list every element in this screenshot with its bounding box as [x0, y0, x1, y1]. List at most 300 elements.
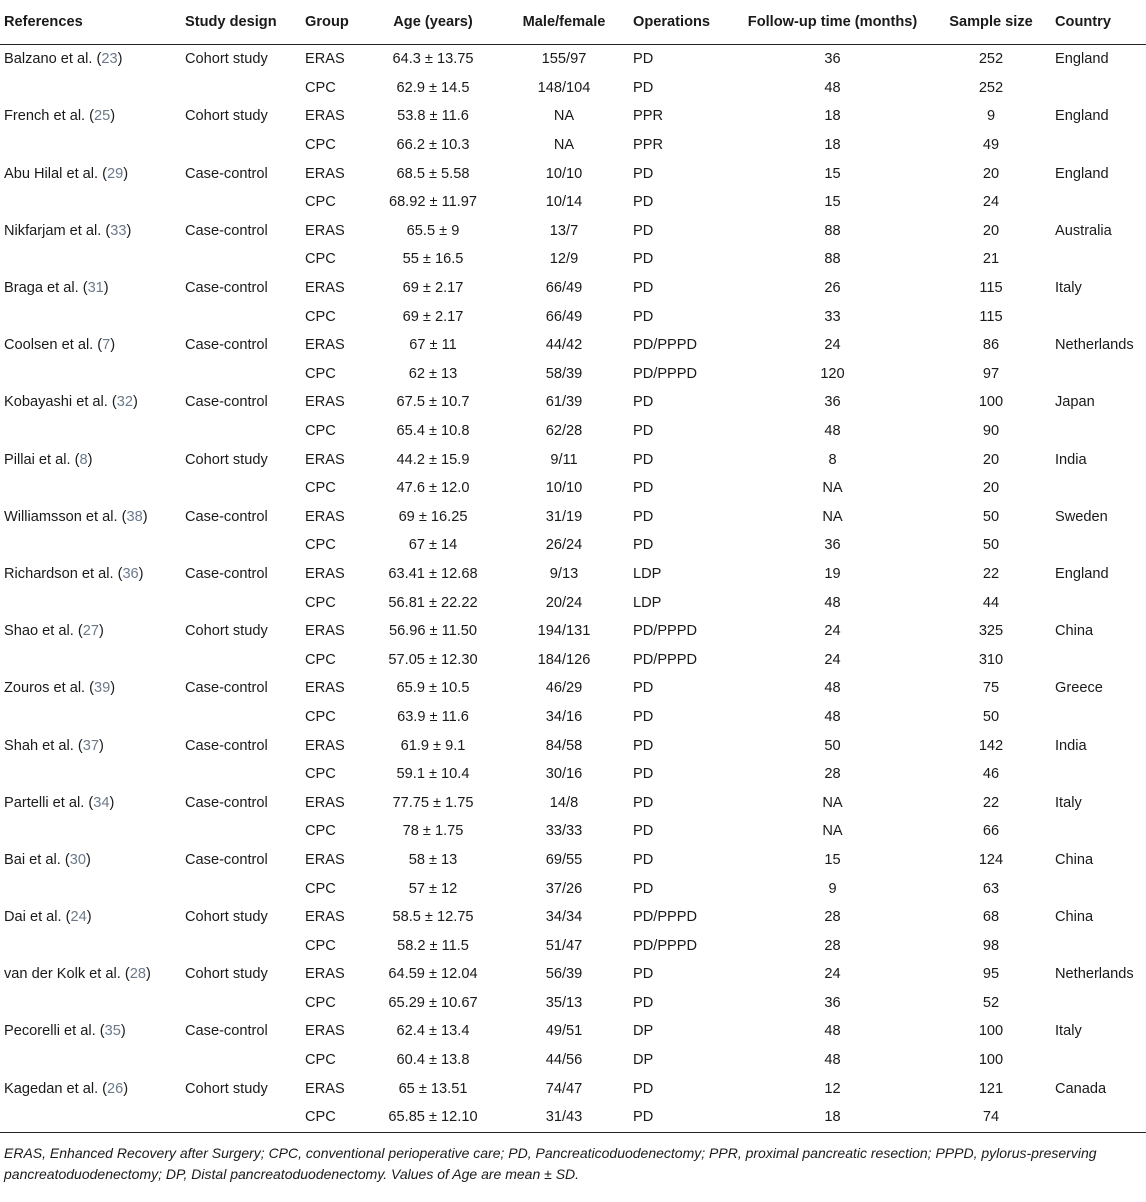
cell-country	[1051, 645, 1146, 674]
cell-study-design	[181, 417, 301, 446]
table-row	[0, 588, 1146, 617]
cell-age: 62.4 ± 13.4	[396, 1023, 470, 1040]
cell-study-design	[181, 588, 301, 617]
cell-group: ERAS	[305, 680, 345, 697]
cell-follow-up: 24	[824, 337, 841, 354]
cell-group: CPC	[305, 194, 336, 211]
cell-male-female: 58/39	[545, 365, 583, 382]
table-header	[0, 0, 1146, 45]
cell-age: 68.92 ± 11.97	[388, 194, 478, 211]
cell-study-design: Case-control	[185, 337, 268, 354]
cell-operations: PD	[633, 1080, 654, 1097]
cell-follow-up: 15	[824, 165, 841, 182]
reference-close-paren: )	[98, 623, 104, 640]
cell-study-design: Case-control	[185, 394, 268, 411]
cell-study-design: Case-control	[185, 508, 268, 525]
table-row	[0, 989, 1146, 1018]
cell-reference	[0, 874, 181, 903]
cell-sample-size: 252	[978, 79, 1004, 96]
reference-author: Balzano et al. (	[4, 51, 102, 68]
cell-group: ERAS	[305, 451, 345, 468]
reference-author: Pillai et al. (	[4, 451, 80, 468]
cell-age: 58 ± 13	[408, 851, 458, 868]
cell-reference	[0, 417, 181, 446]
cell-male-female: 84/58	[545, 737, 583, 754]
cell-operations: PD	[633, 451, 654, 468]
cell-reference	[0, 760, 181, 789]
reference-author: Zouros et al. (	[4, 680, 95, 697]
reference-citation-link[interactable]: 32	[116, 394, 133, 411]
cell-group: ERAS	[305, 565, 345, 582]
cell-study-design: Cohort study	[185, 51, 268, 68]
table-row	[0, 617, 1146, 646]
cell-operations: PD/PPPD	[633, 623, 698, 640]
cell-follow-up: 36	[824, 51, 841, 68]
cell-group: ERAS	[305, 794, 345, 811]
cell-age: 63.41 ± 12.68	[388, 565, 478, 582]
cell-country	[1051, 874, 1146, 903]
cell-male-female: 56/39	[545, 966, 583, 983]
cell-follow-up: 19	[824, 565, 841, 582]
cell-study-design	[181, 531, 301, 560]
table-row	[0, 645, 1146, 674]
reference-author: Williamsson et al. (	[4, 508, 127, 525]
cell-sample-size: 9	[986, 108, 996, 125]
cell-operations: PD	[633, 222, 654, 239]
cell-sample-size: 124	[978, 851, 1004, 868]
cell-age: 61.9 ± 9.1	[400, 737, 466, 754]
cell-sample-size: 24	[982, 194, 1000, 211]
header-group: Group	[301, 0, 367, 45]
cell-reference	[0, 989, 181, 1018]
header-study-design: Study design	[181, 0, 301, 45]
reference-citation-link[interactable]: 29	[107, 165, 124, 182]
cell-sample-size: 142	[978, 737, 1004, 754]
cell-follow-up: 24	[824, 651, 841, 668]
reference-citation-link[interactable]: 37	[82, 737, 99, 754]
cell-sample-size: 49	[982, 137, 1000, 154]
cell-age: 58.2 ± 11.5	[397, 937, 469, 954]
reference-citation-link[interactable]: 39	[94, 680, 111, 697]
cell-operations: LDP	[633, 565, 662, 582]
cell-study-design	[181, 931, 301, 960]
cell-group: CPC	[305, 994, 336, 1011]
cell-sample-size: 20	[982, 222, 1000, 239]
cell-country: England	[1055, 565, 1109, 582]
cell-reference	[0, 1103, 181, 1132]
cell-study-design	[181, 1103, 301, 1132]
cell-follow-up: 48	[824, 680, 841, 697]
table-row	[0, 45, 1146, 74]
cell-male-female: 34/34	[545, 909, 583, 926]
cell-follow-up: 26	[824, 280, 841, 297]
cell-study-design	[181, 245, 301, 274]
cell-age: 60.4 ± 13.8	[396, 1052, 470, 1069]
reference-citation-link[interactable]: 38	[126, 508, 143, 525]
table-row	[0, 674, 1146, 703]
cell-group: CPC	[305, 251, 336, 268]
cell-age: 65.5 ± 9	[406, 222, 460, 239]
cell-follow-up: 88	[824, 222, 841, 239]
cell-male-female: 66/49	[545, 280, 583, 297]
cell-sample-size: 100	[978, 1052, 1004, 1069]
table-row	[0, 531, 1146, 560]
cell-age: 65.9 ± 10.5	[396, 680, 470, 697]
table-row	[0, 445, 1146, 474]
cell-follow-up: 48	[824, 708, 841, 725]
cell-reference	[0, 931, 181, 960]
cell-reference	[0, 388, 181, 417]
cell-study-design: Case-control	[185, 680, 268, 697]
cell-male-female: 31/43	[499, 1103, 629, 1132]
cell-reference	[0, 159, 181, 188]
cell-reference	[0, 817, 181, 846]
cell-sample-size: 252	[978, 51, 1004, 68]
cell-group: ERAS	[305, 222, 345, 239]
cell-male-female: 10/14	[545, 194, 583, 211]
cell-study-design	[181, 474, 301, 503]
reference-author: French et al. (	[4, 108, 95, 125]
table-row	[0, 788, 1146, 817]
reference-citation-link[interactable]: 31	[87, 280, 104, 297]
table-row	[0, 159, 1146, 188]
table-row	[0, 131, 1146, 160]
cell-male-female: 30/16	[545, 766, 583, 783]
cell-reference	[0, 474, 181, 503]
cell-sample-size: 52	[982, 994, 1000, 1011]
cell-study-design: Case-control	[185, 737, 268, 754]
cell-study-design: Case-control	[185, 165, 268, 182]
cell-follow-up: 36	[824, 994, 841, 1011]
cell-reference	[0, 1046, 181, 1075]
table-row	[0, 1103, 1146, 1132]
cell-age: 67.5 ± 10.7	[396, 394, 470, 411]
cell-operations: PD/PPPD	[633, 337, 698, 354]
cell-operations: PD	[633, 966, 654, 983]
table-row	[0, 331, 1146, 360]
cell-male-female: 69/55	[545, 851, 583, 868]
cell-study-design: Case-control	[185, 280, 268, 297]
cell-reference	[0, 74, 181, 103]
table-row	[0, 102, 1146, 131]
reference-close-paren: )	[87, 451, 93, 468]
reference-close-paren: )	[110, 337, 116, 354]
cell-group: ERAS	[305, 51, 345, 68]
cell-male-female: 61/39	[545, 394, 583, 411]
cell-age: 65 ± 13.51	[398, 1080, 468, 1097]
cell-country: Japan	[1055, 394, 1095, 411]
cell-male-female: 14/8	[549, 794, 579, 811]
cell-follow-up: NA	[822, 508, 843, 525]
cell-country	[1051, 588, 1146, 617]
cell-group: ERAS	[305, 280, 345, 297]
cell-sample-size: 115	[979, 280, 1003, 297]
table-row	[0, 874, 1146, 903]
cell-sample-size: 325	[978, 623, 1004, 640]
header-sample-size: Sample size	[931, 0, 1051, 45]
cell-country	[1051, 703, 1146, 732]
cell-operations: PD	[633, 165, 654, 182]
table-row	[0, 245, 1146, 274]
reference-citation-link[interactable]: 36	[122, 565, 139, 582]
cell-operations: PPR	[633, 137, 664, 154]
cell-reference	[0, 645, 181, 674]
reference-author: Richardson et al. (	[4, 565, 123, 582]
cell-age: 78 ± 1.75	[402, 823, 464, 840]
reference-close-paren: )	[103, 280, 109, 297]
reference-author: Bai et al. (	[4, 851, 70, 868]
cell-group: CPC	[305, 308, 336, 325]
cell-male-female: 49/51	[545, 1023, 583, 1040]
reference-close-paren: )	[123, 165, 129, 182]
cell-male-female: 46/29	[545, 680, 583, 697]
cell-operations: LDP	[633, 594, 662, 611]
header-follow-up: Follow-up time (months)	[734, 0, 931, 45]
reference-author: Shah et al. (	[4, 737, 83, 754]
cell-male-female: 31/19	[545, 508, 583, 525]
cell-operations: PD/PPPD	[633, 651, 698, 668]
cell-country: India	[1055, 451, 1087, 468]
cell-group: ERAS	[305, 966, 345, 983]
cell-group: CPC	[305, 823, 336, 840]
table-row	[0, 188, 1146, 217]
cell-group: CPC	[305, 79, 336, 96]
cell-age: 55 ± 16.5	[402, 251, 464, 268]
header-country: Country	[1051, 0, 1146, 45]
cell-male-female: 148/104	[537, 79, 591, 96]
cell-study-design: Case-control	[185, 565, 268, 582]
cell-male-female: 74/47	[545, 1080, 583, 1097]
cell-operations: PD	[633, 737, 654, 754]
cell-group: CPC	[305, 423, 336, 440]
cell-follow-up: 48	[824, 423, 841, 440]
cell-male-female: 20/24	[545, 594, 583, 611]
reference-citation-link[interactable]: 33	[110, 222, 127, 239]
cell-age: 44.2 ± 15.9	[396, 451, 470, 468]
cell-sample-size: 63	[982, 880, 1000, 897]
cell-follow-up: 28	[824, 909, 841, 926]
cell-operations: PD	[633, 308, 654, 325]
cell-operations: PD	[633, 537, 654, 554]
cell-country: Italy	[1055, 794, 1082, 811]
reference-citation-link[interactable]: 25	[94, 108, 111, 125]
cell-follow-up: NA	[822, 794, 843, 811]
cell-study-design	[181, 989, 301, 1018]
cell-country	[1051, 1103, 1146, 1132]
cell-reference	[0, 131, 181, 160]
cell-group: ERAS	[305, 1023, 345, 1040]
reference-close-paren: )	[120, 1023, 126, 1040]
table-row	[0, 760, 1146, 789]
table-row	[0, 274, 1146, 303]
cell-age: 56.81 ± 22.22	[388, 594, 478, 611]
cell-follow-up: 15	[824, 194, 841, 211]
cell-country: Italy	[1055, 1023, 1082, 1040]
reference-citation-link[interactable]: 27	[82, 623, 99, 640]
cell-follow-up: 18	[824, 108, 841, 125]
reference-author: Pecorelli et al. (	[4, 1023, 105, 1040]
cell-sample-size: 20	[982, 480, 1000, 497]
cell-group: CPC	[305, 537, 336, 554]
cell-study-design: Case-control	[185, 851, 268, 868]
cell-country: England	[1055, 108, 1109, 125]
cell-follow-up: 24	[824, 623, 841, 640]
reference-author: van der Kolk et al. (	[4, 966, 130, 983]
cell-country: Sweden	[1055, 508, 1108, 525]
reference-close-paren: )	[109, 794, 115, 811]
cell-country	[1051, 131, 1146, 160]
cell-follow-up: NA	[822, 480, 843, 497]
reference-author: Kagedan et al. (	[4, 1080, 108, 1097]
cell-group: ERAS	[305, 851, 345, 868]
cell-sample-size: 98	[982, 937, 1000, 954]
cell-follow-up: 48	[824, 79, 841, 96]
reference-citation-link[interactable]: 7	[102, 337, 111, 354]
cell-study-design: Case-control	[185, 222, 268, 239]
table-row	[0, 74, 1146, 103]
cell-study-design	[181, 645, 301, 674]
reference-citation-link[interactable]: 28	[129, 966, 146, 983]
reference-close-paren: )	[123, 1080, 129, 1097]
cell-age: 59.1 ± 10.4	[396, 766, 470, 783]
cell-age: 77.75 ± 1.75	[392, 794, 474, 811]
reference-citation-link[interactable]: 35	[104, 1023, 121, 1040]
cell-reference	[0, 731, 181, 760]
header-operations: Operations	[629, 0, 734, 45]
cell-follow-up: 18	[824, 137, 841, 154]
cell-reference	[0, 560, 181, 589]
cell-study-design	[181, 302, 301, 331]
cell-operations: PD	[633, 280, 654, 297]
cell-sample-size: 75	[982, 680, 1000, 697]
cell-age: 53.8 ± 11.6	[397, 108, 469, 125]
cell-group: ERAS	[305, 1080, 345, 1097]
cell-country	[1051, 531, 1146, 560]
cell-study-design	[181, 131, 301, 160]
cell-reference	[0, 674, 181, 703]
reference-citation-link[interactable]: 8	[79, 451, 88, 468]
cell-follow-up: 24	[824, 966, 841, 983]
cell-operations: PD	[633, 394, 654, 411]
cell-study-design	[181, 188, 301, 217]
reference-citation-link[interactable]: 26	[107, 1080, 124, 1097]
cell-group: ERAS	[305, 737, 345, 754]
cell-group: CPC	[305, 137, 336, 154]
cell-age: 58.5 ± 12.75	[392, 909, 474, 926]
cell-sample-size: 115	[979, 308, 1003, 325]
cell-study-design: Cohort study	[185, 1080, 268, 1097]
cell-follow-up: NA	[822, 823, 843, 840]
cell-age: 67 ± 14	[408, 537, 458, 554]
header-references: References	[0, 0, 181, 45]
cell-sample-size: 100	[978, 1023, 1004, 1040]
cell-country	[1051, 417, 1146, 446]
table-row	[0, 960, 1146, 989]
cell-follow-up: 33	[824, 308, 841, 325]
cell-country	[1051, 817, 1146, 846]
cell-reference	[0, 102, 181, 131]
cell-male-female: 194/131	[537, 623, 591, 640]
cell-age: 65.4 ± 10.8	[396, 423, 470, 440]
cell-operations: PD	[633, 794, 654, 811]
cell-country	[1051, 989, 1146, 1018]
cell-operations: PD	[633, 51, 654, 68]
table-row	[0, 417, 1146, 446]
table-row	[0, 388, 1146, 417]
cell-age: 47.6 ± 12.0	[396, 480, 470, 497]
reference-citation-link[interactable]: 23	[101, 51, 118, 68]
cell-country: Australia	[1055, 222, 1112, 239]
cell-group: ERAS	[305, 508, 345, 525]
cell-reference	[0, 217, 181, 246]
cell-study-design: Cohort study	[185, 623, 268, 640]
cell-male-female: 184/126	[537, 651, 591, 668]
cell-group: CPC	[305, 880, 336, 897]
table-row	[0, 560, 1146, 589]
cell-sample-size: 50	[982, 508, 1000, 525]
cell-group: ERAS	[305, 909, 345, 926]
cell-study-design: Cohort study	[185, 909, 268, 926]
cell-male-female: 10/10	[545, 165, 583, 182]
cell-country: England	[1055, 165, 1109, 182]
reference-author: Shao et al. (	[4, 623, 83, 640]
table-row	[0, 302, 1146, 331]
cell-age: 64.3 ± 13.75	[392, 51, 474, 68]
cell-male-female: 35/13	[545, 994, 583, 1011]
table-row	[0, 846, 1146, 875]
cell-operations: PD	[633, 851, 654, 868]
cell-country	[1051, 360, 1146, 389]
cell-country: India	[1055, 737, 1087, 754]
cell-sample-size: 97	[982, 365, 1000, 382]
table-row	[0, 217, 1146, 246]
cell-male-female: 37/26	[545, 880, 583, 897]
cell-age: 62.9 ± 14.5	[396, 79, 470, 96]
cell-study-design: Cohort study	[185, 966, 268, 983]
cell-operations: PD	[633, 423, 654, 440]
cell-reference	[0, 45, 181, 74]
table-row	[0, 360, 1146, 389]
cell-sample-size: 95	[982, 966, 1000, 983]
cell-operations: PPR	[633, 108, 664, 125]
cell-male-female: 26/24	[545, 537, 583, 554]
cell-operations: PD/PPPD	[633, 909, 698, 926]
cell-study-design	[181, 817, 301, 846]
cell-sample-size: 68	[982, 909, 1000, 926]
cell-study-design: Cohort study	[185, 451, 268, 468]
cell-study-design	[181, 874, 301, 903]
cell-operations: PD	[633, 823, 654, 840]
reference-citation-link[interactable]: 34	[93, 794, 110, 811]
cell-follow-up: 12	[824, 1080, 841, 1097]
cell-group: CPC	[305, 1052, 336, 1069]
reference-close-paren: )	[110, 680, 116, 697]
reference-author: Coolsen et al. (	[4, 337, 103, 354]
cell-follow-up: 36	[824, 537, 841, 554]
cell-study-design	[181, 703, 301, 732]
cell-male-female: 13/7	[549, 222, 579, 239]
cell-age: 68.5 ± 5.58	[396, 165, 470, 182]
cell-country	[1051, 931, 1146, 960]
cell-follow-up: 120	[820, 365, 845, 382]
cell-sample-size: 90	[982, 423, 1000, 440]
reference-citation-link[interactable]: 30	[69, 851, 86, 868]
cell-reference	[0, 788, 181, 817]
cell-operations: PD	[629, 1103, 734, 1132]
reference-citation-link[interactable]: 24	[70, 909, 87, 926]
cell-operations: PD	[633, 880, 654, 897]
cell-age: 62 ± 13	[408, 365, 458, 382]
